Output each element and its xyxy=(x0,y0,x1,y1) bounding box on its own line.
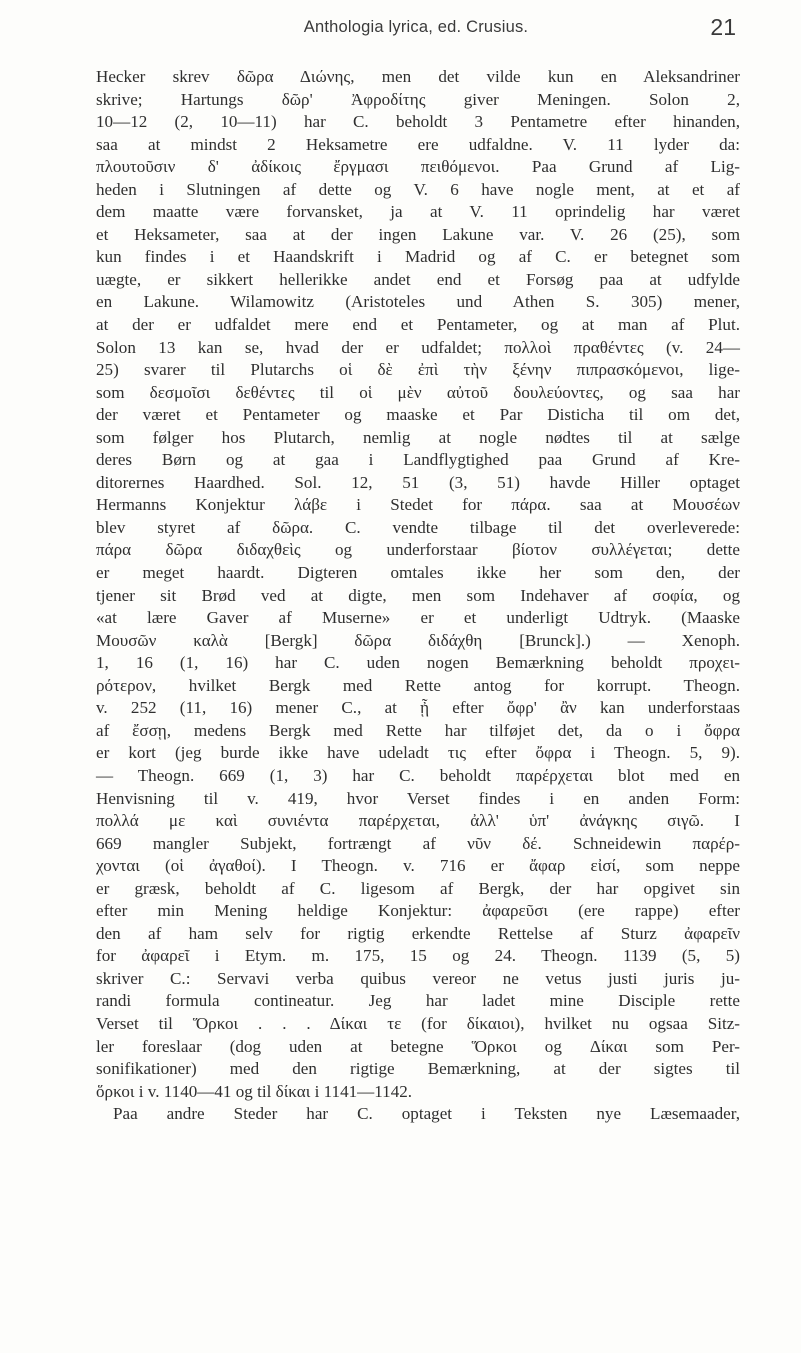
text-line: som δεσμοῖσι δεθέντες til οἱ μὲν αὐτοῦ δουλεύοντες, og saa har xyxy=(96,382,740,402)
text-line: Verset til Ὅρκοι . . . Δίκαι τε (for δίκαιοι), hvilket nu ogsaa Sitz- xyxy=(96,1013,740,1033)
text-line: v. 252 (11, 16) mener C., at ᾖ efter ὄφρ' ἂν kan underforstaas xyxy=(96,698,740,718)
text-line: efter min Mening heldige Konjektur: ἀφαρεῦσι (ere rappe) efter xyxy=(96,901,740,921)
text-line: skrive; Hartungs δῶρ' Ἀφροδίτης giver Meningen. Solon 2, xyxy=(96,89,740,109)
text-line: kun findes i et Haandskrift i Madrid og af C. er betegnet som xyxy=(96,247,740,267)
text-line: ὅρκοι i v. 1140—41 og til δίκαι i 1141—1142. xyxy=(96,1081,413,1101)
text-line: den af ham selv for rigtig erkendte Rettelse af Sturz ἀφαρεῖν xyxy=(96,923,740,943)
text-line: uægte, er sikkert hellerikke andet end et Forsøg paa at udfylde xyxy=(96,269,740,289)
text-line: skriver C.: Servavi verba quibus vereor ne vetus justi juris ju- xyxy=(96,968,740,988)
text-line: af ἔσσῃ, medens Bergk med Rette har tilføjet det, da ο i ὄφρα xyxy=(96,720,740,740)
text-line: «at lære Gaver af Muserne» er et underligt Udtryk. (Maaske xyxy=(96,608,740,628)
text-line: Solon 13 kan se, hvad der er udfaldet; πολλοὶ πραθέντες (v. 24— xyxy=(96,337,740,357)
text-line: Paa andre Steder har C. optaget i Teksten nye Læsemaader, xyxy=(113,1104,740,1124)
paragraph-continuation xyxy=(96,1103,740,1126)
text-line: πάρα δῶρα διδαχθεὶς og underforstaar βίοτον συλλέγεται; dette xyxy=(96,540,740,560)
text-line: for ἀφαρεῖ i Etym. m. 175, 15 og 24. Theogn. 1139 (5, 5) xyxy=(96,946,740,966)
text-line: er meget haardt. Digteren omtales ikke her som den, der xyxy=(96,563,740,583)
text-line: deres Børn og at gaa i Landflygtighed paa Grund af Kre- xyxy=(96,450,740,470)
text-line: blev styret af δῶρα. C. vendte tilbage til det overleverede: xyxy=(96,517,740,537)
text-line: tjener sit Brød ved at digte, men som Indehaver af σοφία, og xyxy=(96,585,740,605)
text-line: ler foreslaar (dog uden at betegne Ὅρκοι og Δίκαι som Per- xyxy=(96,1036,740,1056)
text-line: — Theogn. 669 (1, 3) har C. beholdt παρέρχεται blot med en xyxy=(96,765,740,785)
running-title: Anthologia lyrica, ed. Crusius. xyxy=(303,18,529,36)
body-text xyxy=(96,66,740,1126)
text-line: sonifikationer) med den rigtige Bemærkning, at der sigtes til xyxy=(96,1059,740,1079)
text-line: χονται (οἱ ἀγαθοί). I Theogn. v. 716 er ἄφαρ εἰσί, som neppe xyxy=(96,856,740,876)
text-line: πολλά με καὶ συνιέντα παρέρχεται, ἀλλ' ὑπ' ἀνάγκης σιγῶ. I xyxy=(96,811,740,831)
text-line: saa at mindst 2 Heksametre ere udfaldne. V. 11 lyder da: xyxy=(96,134,740,154)
text-line: πλουτοῦσιν δ' ἀδίκοις ἔργμασι πειθόμενοι. Paa Grund af Lig- xyxy=(96,157,740,177)
text-line: Μουσῶν καλὰ [Bergk] δῶρα διδάχθη [Brunck].) — Xenoph. xyxy=(96,630,740,650)
text-line: Hecker skrev δῶρα Διώνης, men det vilde kun en Aleksandriner xyxy=(96,67,740,86)
text-line: ditorernes Haardhed. Sol. 12, 51 (3, 51) havde Hiller optaget xyxy=(96,472,740,492)
text-line: heden i Slutningen af dette og V. 6 have nogle ment, at et af xyxy=(96,179,740,199)
text-line: 10—12 (2, 10—11) har C. beholdt 3 Pentametre efter hinanden, xyxy=(96,112,740,132)
text-line: at der er udfaldet mere end et Pentameter, og at man af Plut. xyxy=(96,315,740,335)
text-line: 25) svarer til Plutarchs οἱ δὲ ἐπὶ τὴν ξένην πιπρασκόμενοι, lige- xyxy=(96,360,740,380)
text-line: et Heksameter, saa at der ingen Lakune var. V. 26 (25), som xyxy=(96,224,740,244)
running-head xyxy=(96,14,736,50)
text-line: som følger hos Plutarch, nemlig at nogle nødtes til at sælge xyxy=(96,427,740,447)
text-line: er græsk, beholdt af C. ligesom af Bergk, der har opgivet sin xyxy=(96,878,740,898)
text-line: Hermanns Konjektur λάβε i Stedet for πάρα. saa at Μουσέων xyxy=(96,495,740,515)
page-number: 21 xyxy=(710,14,736,40)
text-line: ρότερον, hvilket Bergk med Rette antog for korrupt. Theogn. xyxy=(96,675,740,695)
text-line: er kort (jeg burde ikke have udeladt τις efter ὄφρα i Theogn. 5, 9). xyxy=(96,743,740,763)
paragraph-commentary xyxy=(96,66,740,1103)
text-line: en Lakune. Wilamowitz (Aristoteles und Athen S. 305) mener, xyxy=(96,292,740,312)
text-line: 1, 16 (1, 16) har C. uden nogen Bemærkning beholdt προχει- xyxy=(96,653,740,673)
text-line: der været et Pentameter og maaske et Par Disticha til om det, xyxy=(96,405,740,425)
text-line: 669 mangler Subjekt, fortrængt af νῦν δέ. Schneidewin παρέρ- xyxy=(96,833,740,853)
text-line: dem maatte være forvansket, ja at V. 11 oprindelig har været xyxy=(96,202,740,222)
text-line: randi formula contineatur. Jeg har ladet mine Disciple rette xyxy=(96,991,740,1011)
text-line: Henvisning til v. 419, hvor Verset findes i en anden Form: xyxy=(96,788,740,808)
